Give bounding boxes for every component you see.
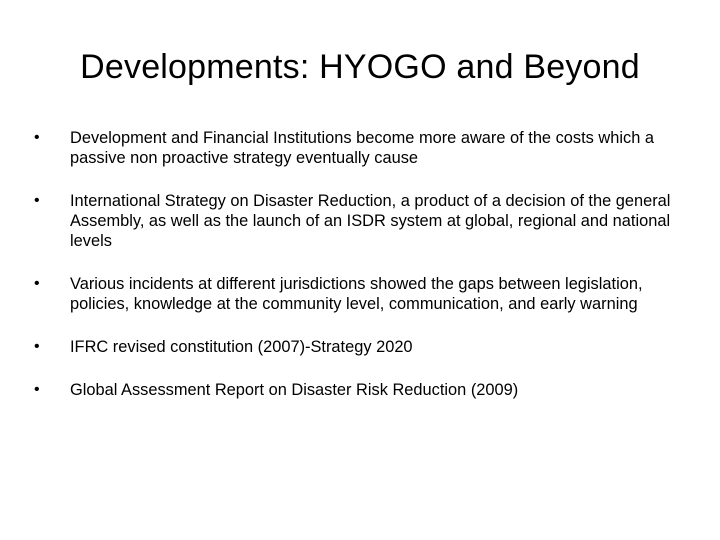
bullet-item (34, 337, 684, 357)
bullet-icon: • (34, 338, 40, 355)
bullet-icon: • (34, 192, 40, 209)
bullet-text: Development and Financial Institutions become more aware of the costs which a passive non proactive strategy eventually cause (70, 129, 654, 167)
bullet-icon: • (34, 129, 40, 146)
bullet-item (34, 191, 684, 251)
bullet-icon: • (34, 381, 40, 398)
bullet-text: Global Assessment Report on Disaster Risk Reduction (2009) (70, 381, 519, 399)
bullet-icon: • (34, 275, 40, 292)
bullet-list (34, 128, 684, 423)
bullet-item (34, 128, 684, 168)
bullet-item (34, 380, 684, 400)
bullet-item (34, 274, 684, 314)
bullet-text: International Strategy on Disaster Reduction, a product of a decision of the general Assembly, as well as the launch of an ISDR system at global, regional and national levels (70, 192, 671, 250)
slide-title: Developments: HYOGO and Beyond (80, 48, 640, 86)
bullet-text: IFRC revised constitution (2007)-Strategy 2020 (70, 338, 413, 356)
bullet-text: Various incidents at different jurisdictions showed the gaps between legislation, policies, knowledge at the community level, communication, and early warning (70, 275, 643, 313)
